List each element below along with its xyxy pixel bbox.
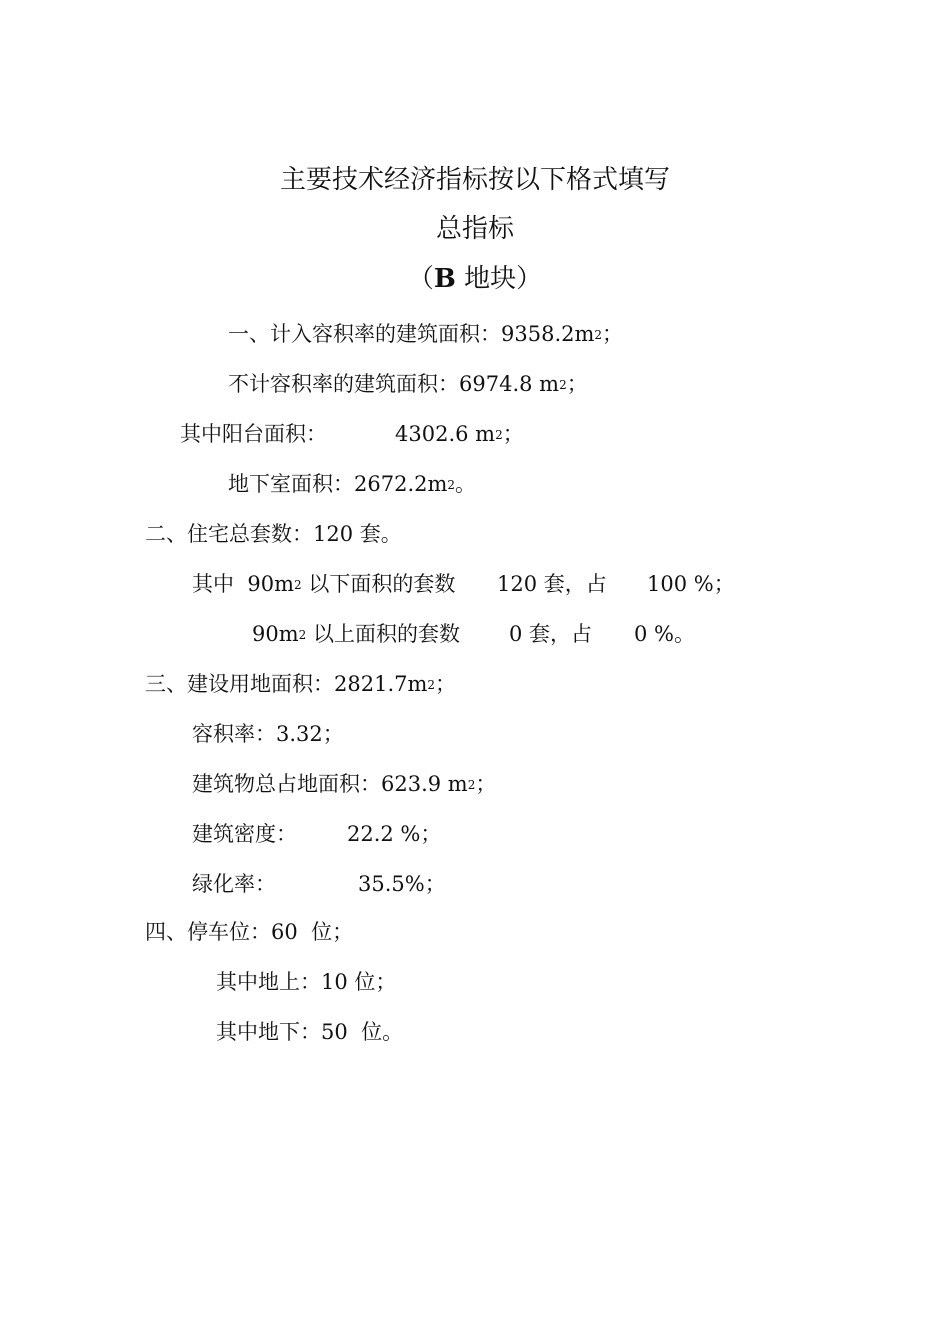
parking-above-ground: 其中地上：10 位； bbox=[216, 970, 397, 994]
units-below-90-percent: 100 %； bbox=[647, 572, 735, 596]
plot-ratio: 容积率：3.32； bbox=[192, 722, 344, 746]
plot-label-open: （ bbox=[407, 264, 434, 294]
balcony-area-label: 其中阳台面积： bbox=[180, 422, 327, 446]
parking-underground: 其中地下：50 位。 bbox=[216, 1020, 404, 1044]
document-title: 主要技术经济指标按以下格式填写 bbox=[279, 165, 670, 195]
green-ratio-value: 35.5%； bbox=[358, 872, 446, 896]
total-housing-units: 二、住宅总套数：120 套。 bbox=[145, 522, 402, 546]
building-density-label: 建筑密度： bbox=[192, 822, 297, 846]
building-density-value: 22.2 %； bbox=[347, 822, 442, 846]
document-subtitle: 总指标 bbox=[435, 214, 514, 244]
plot-label-rest: 地块） bbox=[455, 264, 543, 294]
green-ratio-label: 绿化率： bbox=[192, 872, 276, 896]
units-above-90-percent: 0 %。 bbox=[634, 622, 695, 646]
units-above-90-label: $90m^2$ 以上面积的套数 bbox=[252, 622, 460, 646]
plot-label bbox=[0, 262, 950, 296]
building-footprint: 建筑物总占地面积：623.9 $m^2$； bbox=[192, 772, 497, 796]
land-area: 三、建设用地面积：$2821.7m^2$； bbox=[145, 672, 457, 696]
units-below-90-count: 120 套，占 bbox=[497, 572, 607, 596]
units-above-90-count: 0 套，占 bbox=[509, 622, 593, 646]
balcony-area-value: 4302.6 $m^2$； bbox=[395, 422, 524, 446]
units-below-90-label: 其中 $90m^2$ 以下面积的套数 bbox=[192, 572, 456, 596]
non-far-building-area: 不计容积率的建筑面积：6974.8 $m^2$； bbox=[228, 372, 588, 396]
parking-spaces: 四、停车位：60 位； bbox=[145, 920, 354, 944]
basement-area: 地下室面积：$2672.2m^2$。 bbox=[228, 472, 477, 496]
far-building-area: 一、计入容积率的建筑面积：$9358.2m^2$； bbox=[228, 322, 624, 346]
plot-label-bold: B bbox=[433, 264, 456, 294]
